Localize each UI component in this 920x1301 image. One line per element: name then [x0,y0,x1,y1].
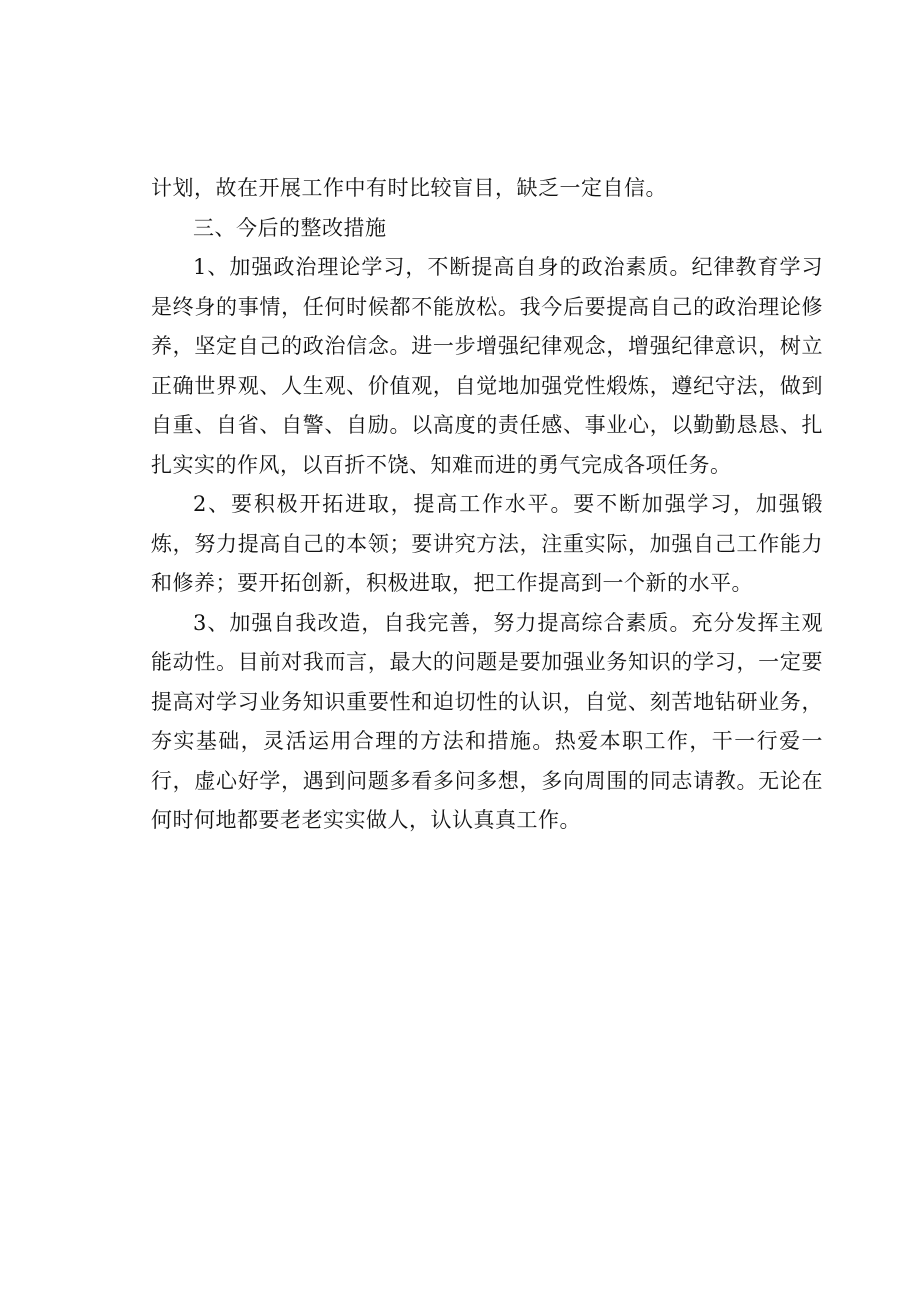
document-body [151,169,823,841]
paragraph-measure-1: 1、加强政治理论学习，不断提高自身的政治素质。纪律教育学习是终身的事情，任何时候都不能放松。我今后要提高自己的政治理论修养，坚定自己的政治信念。进一步增强纪律观念，增强纪律意识，树立正确世界观、人生观、价值观，自觉地加强党性煅炼，遵纪守法，做到自重、自省、自警、自励。以高度的责任感、事业心，以勤勤恳恳、扎扎实实的作风，以百折不饶、知难而进的勇气完成各项任务。 [151,255,823,477]
paragraph-continuation: 计划，故在开展工作中有时比较盲目，缺乏一定自信。 [151,176,667,200]
paragraph-measure-3: 3、加强自我改造，自我完善，努力提高综合素质。充分发挥主观能动性。目前对我而言，最大的问题是要加强业务知识的学习，一定要提高对学习业务知识重要性和迫切性的认识，自觉、刻苦地钻研业务，夯实基础，灵活运用合理的方法和措施。热爱本职工作，干一行爱一行，虚心好学，遇到问题多看多问多想，多向周围的同志请教。无论在何时何地都要老老实实做人，认认真真工作。 [151,610,823,832]
section-heading: 三、今后的整改措施 [193,215,387,240]
paragraph-measure-2: 2、要积极开拓进取，提高工作水平。要不断加强学习，加强锻炼，努力提高自己的本领；要讲究方法，注重实际，加强自己工作能力和修养；要开拓创新，积极进取，把工作提高到一个新的水平。 [151,492,823,595]
